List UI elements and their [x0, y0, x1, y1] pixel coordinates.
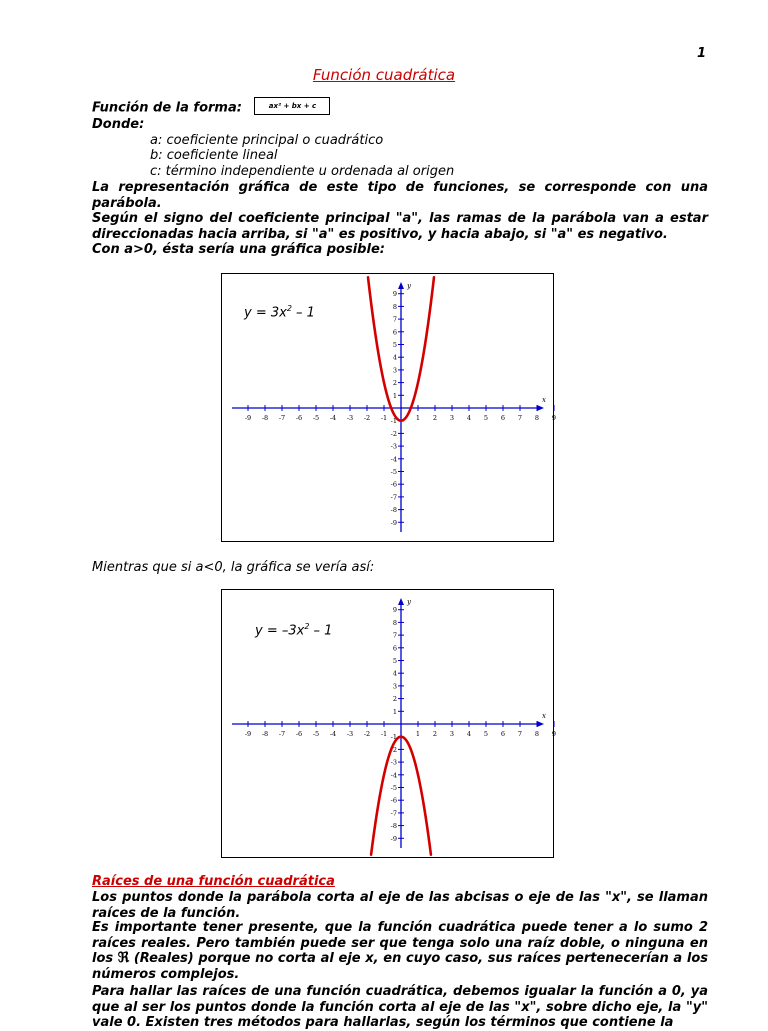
x-tick-label: -1 [380, 730, 388, 738]
paragraph-sign: Según el signo del coeficiente principal "a", las ramas de la parábola van a estar direccionadas hacia arriba, si "a" es positivo, y hacia abajo, si "a" es negativo. [92, 211, 708, 242]
y-tick-label: 4 [392, 669, 397, 678]
y-tick-label: -4 [390, 771, 397, 780]
x-tick-label: -6 [295, 730, 303, 738]
y-tick-label: 9 [392, 606, 397, 615]
y-tick-label: -5 [390, 784, 397, 792]
x-tick-label: 6 [500, 414, 506, 422]
coefficient-c: c: término independiente u ordenada al origen [150, 164, 455, 179]
y-tick-label: -2 [390, 745, 397, 754]
x-tick-label: -8 [261, 414, 269, 422]
roots-paragraph-2: Es importante tener presente, que la función cuadrática puede tener a lo sumo 2 raíces reales. Pero también puede ser que tenga solo una raíz doble, o ninguna en los ℜ (Reales) porque no corta al eje x, en cuyo caso, sus raíces pertenecerían a los números complejos. [92, 920, 708, 982]
x-axis-arrow [537, 721, 544, 727]
equation-negative: $y = -3x^2 - 1$ [255, 622, 333, 639]
y-tick-label: 7 [392, 315, 397, 324]
x-tick-label: -9 [244, 414, 252, 422]
x-tick-label: -9 [244, 730, 252, 738]
y-tick-label: -8 [390, 822, 397, 831]
y-tick-label: 6 [392, 328, 397, 337]
x-tick-label: -7 [278, 414, 286, 422]
x-tick-label: -3 [346, 730, 354, 738]
x-tick-label: 5 [483, 730, 489, 738]
x-tick-label: -8 [261, 730, 269, 738]
y-tick-label: 9 [392, 290, 397, 299]
paragraph-representation: La representación gráfica de este tipo de funciones, se corresponde con una parábola. [92, 180, 708, 211]
roots-paragraph-3: Para hallar las raíces de una función cuadrática, debemos igualar la función a 0, ya que al ser los puntos donde la función corta al eje de las "x", sobre dicho eje, la "y" vale 0. Existen tres métodos para hallarlas, según los términos que contiene la [92, 984, 708, 1030]
y-tick-label: 2 [392, 695, 397, 704]
y-tick-label: 4 [392, 353, 397, 362]
roots-paragraph-1: Los puntos donde la parábola corta al eje de las abcisas o eje de las "x", se llaman raíces de la función. [92, 890, 708, 921]
y-tick-label: 3 [392, 682, 397, 691]
y-tick-label: -1 [390, 733, 397, 742]
y-tick-label: 5 [392, 657, 397, 665]
y-tick-label: -9 [390, 518, 397, 527]
y-tick-label: -6 [390, 480, 397, 489]
x-tick-label: 8 [534, 414, 540, 422]
reals-symbol: ℜ [117, 950, 130, 966]
x-tick-label: -1 [380, 414, 388, 422]
x-tick-label: 1 [415, 730, 421, 738]
x-tick-label: 4 [466, 414, 472, 422]
y-axis-label: y [407, 598, 411, 606]
equation-positive: $y = 3x^2 - 1$ [244, 304, 315, 321]
x-axis-arrow [537, 405, 544, 411]
y-tick-label: 8 [392, 618, 397, 627]
x-tick-label: -2 [363, 414, 371, 422]
x-tick-label: 3 [449, 414, 455, 422]
form-label: Función de la forma: [92, 100, 242, 116]
x-tick-label: 2 [432, 730, 438, 738]
y-tick-label: -8 [390, 506, 397, 515]
page-title: Función cuadrática [312, 66, 456, 84]
graph-negative [221, 589, 557, 858]
x-tick-label: 8 [534, 730, 540, 738]
x-tick-label: -6 [295, 414, 303, 422]
y-tick-label: 3 [392, 366, 397, 375]
x-tick-label: 7 [517, 730, 523, 738]
x-tick-label: 4 [466, 730, 472, 738]
section-title-roots: Raíces de una función cuadrática [92, 874, 335, 889]
x-tick-label: 9 [551, 730, 557, 738]
y-tick-label: 1 [392, 707, 397, 716]
x-tick-label: 3 [449, 730, 455, 738]
page-number: 1 [697, 46, 707, 61]
x-tick-label: -5 [312, 730, 320, 738]
coefficient-a: a: coeficiente principal o cuadrático [150, 133, 384, 148]
where-label: Donde: [92, 117, 145, 132]
x-tick-label: -7 [278, 730, 286, 738]
y-tick-label: 6 [392, 644, 397, 653]
form-formula-box: ax² + bx + c [254, 97, 330, 115]
y-tick-label: -4 [390, 455, 397, 464]
x-tick-label: 1 [415, 414, 421, 422]
y-axis-arrow [398, 282, 404, 289]
y-tick-label: 7 [392, 631, 397, 640]
caption-positive: Con a>0, ésta sería una gráfica posible: [92, 242, 385, 257]
y-tick-label: -5 [390, 468, 397, 476]
x-tick-label: -4 [329, 414, 337, 422]
y-tick-label: 2 [392, 379, 397, 388]
x-tick-label: 6 [500, 730, 506, 738]
x-tick-label: 5 [483, 414, 489, 422]
y-axis-label: y [407, 282, 411, 290]
y-tick-label: 1 [392, 391, 397, 400]
y-tick-label: -2 [390, 429, 397, 438]
y-axis-arrow [398, 598, 404, 605]
y-tick-label: -7 [390, 809, 397, 818]
y-tick-label: -1 [390, 417, 397, 426]
x-tick-label: 7 [517, 414, 523, 422]
x-tick-label: -4 [329, 730, 337, 738]
y-tick-label: -3 [390, 442, 397, 451]
x-axis-label: x [542, 396, 546, 404]
form-line [92, 99, 708, 117]
y-tick-label: -9 [390, 834, 397, 843]
x-axis-label: x [542, 712, 546, 720]
y-tick-label: -3 [390, 758, 397, 767]
caption-negative: Mientras que si a<0, la gráfica se vería así: [92, 560, 375, 575]
x-tick-label: -3 [346, 414, 354, 422]
x-tick-label: -2 [363, 730, 371, 738]
x-tick-label: 2 [432, 414, 438, 422]
x-tick-label: -5 [312, 414, 320, 422]
x-tick-label: 9 [551, 414, 557, 422]
coefficient-b: b: coeficiente lineal [150, 148, 278, 163]
y-tick-label: -7 [390, 493, 397, 502]
graph-positive [221, 273, 557, 542]
y-tick-label: 8 [392, 302, 397, 311]
y-tick-label: -6 [390, 796, 397, 805]
y-tick-label: 5 [392, 341, 397, 349]
